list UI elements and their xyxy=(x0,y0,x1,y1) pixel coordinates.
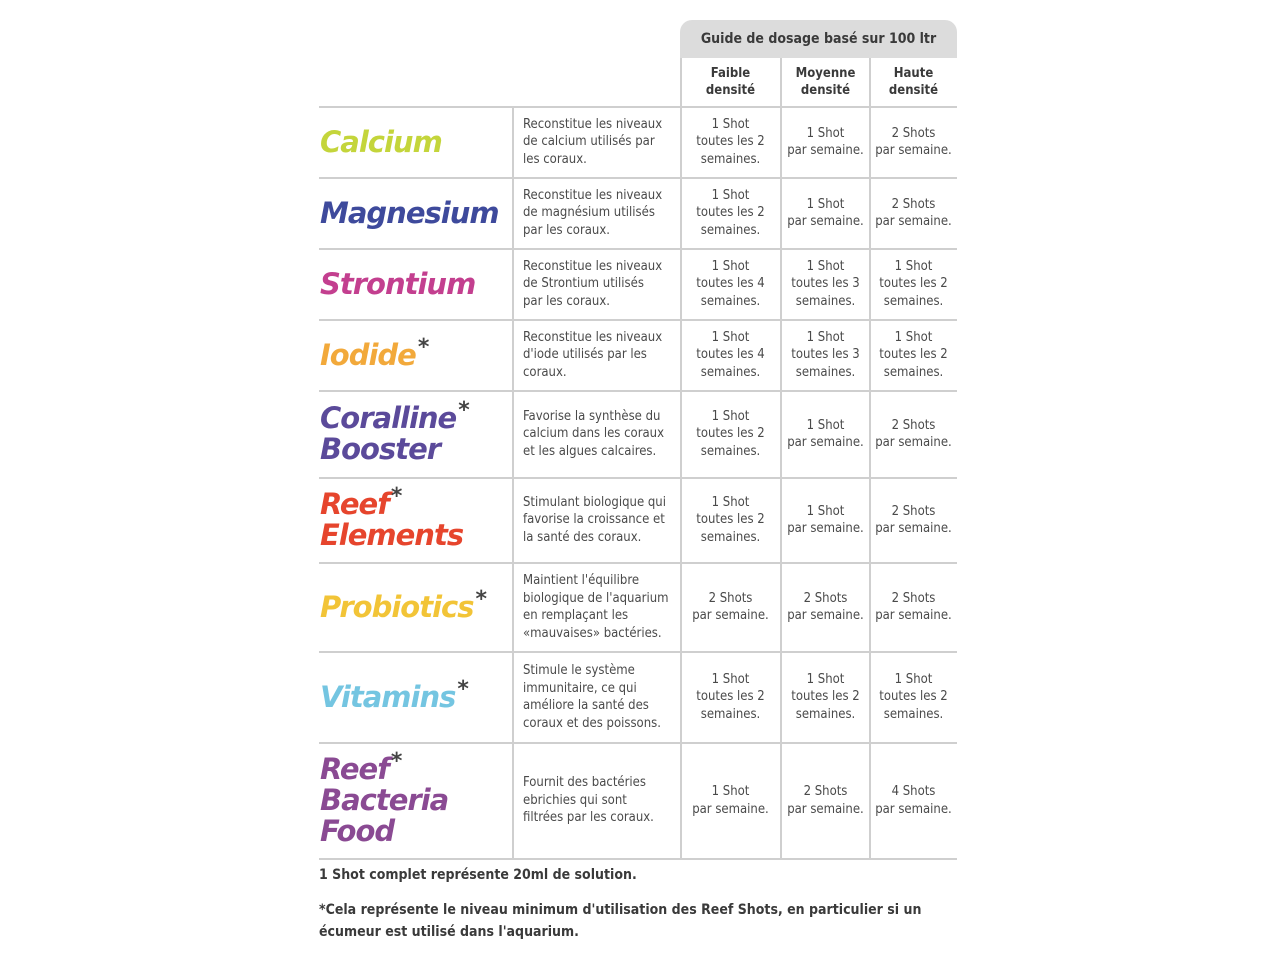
dose-high: 2 Shots par semaine. xyxy=(875,503,952,536)
dose-high: 2 Shots par semaine. xyxy=(875,125,952,158)
product-description: Maintient l'équilibre biologique de l'aquarium en remplaçant les «mauvaises» bactéries. xyxy=(523,573,669,641)
product-name: Iodide* xyxy=(320,334,429,372)
col-header-medium: Moyenne densité xyxy=(795,66,856,98)
dose-high: 1 Shot toutes les 2 semaines. xyxy=(879,671,948,722)
table-row-reef-bacteria-food xyxy=(319,743,957,858)
dose-medium: 1 Shot toutes les 3 semaines. xyxy=(791,329,860,380)
dose-low: 1 Shot toutes les 2 semaines. xyxy=(696,671,765,722)
product-description: Reconstitue les niveaux de calcium utilisés par les coraux. xyxy=(523,116,663,167)
product-name: Magnesium xyxy=(320,195,499,230)
dose-low: 1 Shot toutes les 4 semaines. xyxy=(696,258,765,309)
table-row-iodide xyxy=(319,320,957,390)
product-name: Coralline* Booster xyxy=(320,398,469,466)
dose-low: 1 Shot toutes les 2 semaines. xyxy=(696,494,765,545)
dose-medium: 1 Shot par semaine. xyxy=(787,125,864,158)
dose-medium: 1 Shot par semaine. xyxy=(787,196,864,229)
product-name: Strontium xyxy=(320,266,476,301)
asterisk-mark: * xyxy=(390,749,402,774)
dose-medium: 1 Shot par semaine. xyxy=(787,417,864,450)
asterisk-mark: * xyxy=(417,334,429,360)
product-description: Stimule le système immunitaire, ce qui améliore la santé des coraux et des poissons. xyxy=(523,663,661,731)
table-row-vitamins xyxy=(319,652,957,742)
dose-high: 2 Shots par semaine. xyxy=(875,417,952,450)
product-name: Reef* Elements xyxy=(320,484,464,552)
product-description: Stimulant biologique qui favorise la croissance et la santé des coraux. xyxy=(523,494,666,545)
product-description: Reconstitue les niveaux de magnésium utilisés par les coraux. xyxy=(523,187,663,238)
dose-medium: 1 Shot toutes les 2 semaines. xyxy=(791,671,860,722)
grid-line-horizontal xyxy=(319,858,957,860)
product-name: Reef* Bacteria Food xyxy=(320,749,449,848)
table-row-coralline-booster xyxy=(319,391,957,477)
asterisk-mark: * xyxy=(458,398,469,423)
dose-low: 1 Shot toutes les 2 semaines. xyxy=(696,408,765,459)
table-row-calcium xyxy=(319,107,957,177)
table-row-reef-elements xyxy=(319,478,957,562)
table-row-magnesium xyxy=(319,178,957,248)
dose-high: 1 Shot toutes les 2 semaines. xyxy=(879,258,948,309)
dose-medium: 2 Shots par semaine. xyxy=(787,784,864,817)
table-row-strontium xyxy=(319,249,957,319)
dose-low: 2 Shots par semaine. xyxy=(692,590,769,623)
asterisk-mark: * xyxy=(475,586,486,612)
dose-low: 1 Shot toutes les 2 semaines. xyxy=(696,187,765,238)
product-description: Fournit des bactéries ebrichies qui sont filtrées par les coraux. xyxy=(523,775,654,826)
dosage-guide-header: Guide de dosage basé sur 100 ltr xyxy=(680,20,957,58)
dose-low: 1 Shot toutes les 4 semaines. xyxy=(696,329,765,380)
dose-medium: 1 Shot par semaine. xyxy=(787,503,864,536)
dose-high: 1 Shot toutes les 2 semaines. xyxy=(879,329,948,380)
table-row-probiotics xyxy=(319,563,957,651)
product-name: Calcium xyxy=(320,124,442,159)
product-description: Favorise la synthèse du calcium dans les coraux et les algues calcaires. xyxy=(523,408,665,459)
asterisk-mark: * xyxy=(457,676,468,702)
dose-low: 1 Shot toutes les 2 semaines. xyxy=(696,116,765,167)
col-header-low: Faible densité xyxy=(705,66,756,98)
dose-high: 2 Shots par semaine. xyxy=(875,196,952,229)
asterisk-mark: * xyxy=(390,484,402,509)
product-description: Reconstitue les niveaux d'iode utilisés par les coraux. xyxy=(523,329,663,380)
footnote-shot-volume: 1 Shot complet représente 20ml de solution. xyxy=(319,867,637,883)
dose-medium: 2 Shots par semaine. xyxy=(787,590,864,623)
dose-high: 2 Shots par semaine. xyxy=(875,590,952,623)
dose-medium: 1 Shot toutes les 3 semaines. xyxy=(791,258,860,309)
col-header-high: Haute densité xyxy=(888,66,939,98)
dose-high: 4 Shots par semaine. xyxy=(875,784,952,817)
product-name: Probiotics* xyxy=(320,586,486,624)
product-description: Reconstitue les niveaux de Strontium utilisés par les coraux. xyxy=(523,258,663,309)
product-name: Vitamins* xyxy=(320,676,468,714)
footnote-minimum-usage: *Cela représente le niveau minimum d'utilisation des Reef Shots, en particulier si un écumeur est utilisé dans l'aquarium. xyxy=(319,902,922,940)
dose-low: 1 Shot par semaine. xyxy=(692,784,769,817)
